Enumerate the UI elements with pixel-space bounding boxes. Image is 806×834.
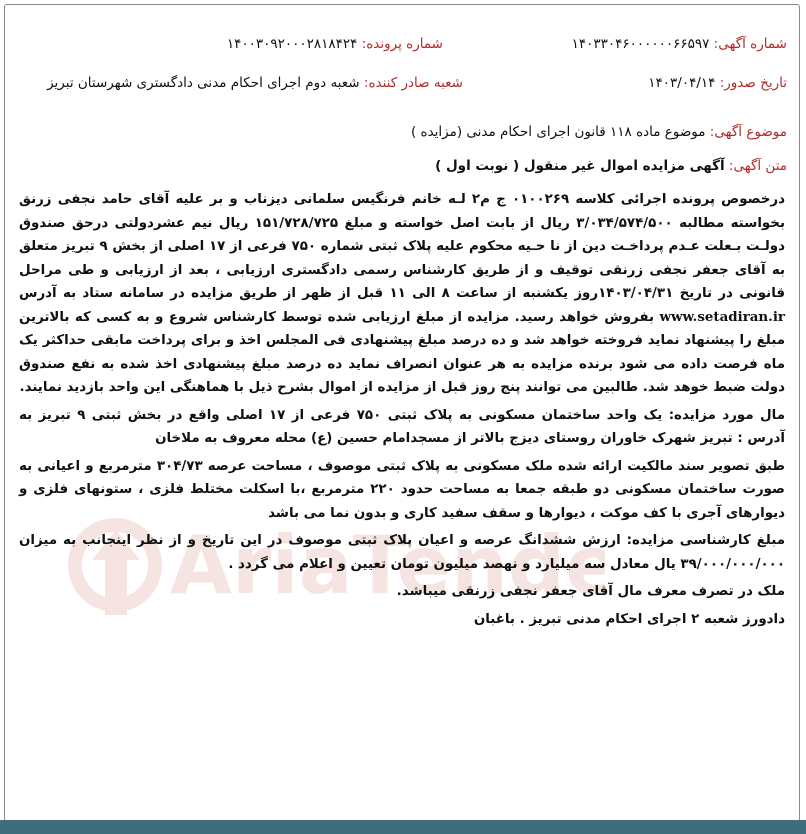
notice-text-value: آگهی مزایده اموال غیر منقول ( نوبت اول ) xyxy=(435,158,725,174)
ad-number-label: شماره آگهی: xyxy=(713,36,787,52)
body-paragraph-6: دادورز شعبه ۲ اجرای احکام مدنی تبریز . باغبان xyxy=(473,611,785,627)
case-number-value: ۱۴۰۰۳۰۹۲۰۰۰۲۸۱۸۴۲۴ xyxy=(226,36,358,52)
body-paragraph-4: مبلغ کارشناسی مزایده: ارزش ششدانگ عرصه و اعیان پلاک ثبتی موصوف در این تاریخ و از نظر اینجانب به میزان ۳۹/۰۰۰/۰۰۰/۰۰۰ یال معادل سه میلیارد و نهصد میلیون تومان تعیین و اعلام می گردد . xyxy=(19,533,785,572)
setad-link[interactable]: www.setadiran.ir xyxy=(659,308,785,325)
subject xyxy=(411,124,787,140)
notice-text-title xyxy=(435,158,787,174)
case-number-label: شماره پرونده: xyxy=(361,36,443,52)
watermark-text: AriaTende xyxy=(170,519,605,612)
issuer xyxy=(47,75,463,91)
bottom-bar xyxy=(0,820,806,834)
body-paragraph-3: طبق تصویر سند مالکیت ارائه شده ملک مسکونی به پلاک ثبتی موصوف ، مساحت عرصه ۳۰۴/۷۳ مترمربع و اعیانی به صورت ساختمان مسکونی دو طبقه جمعا به مساحت حدود ۲۲۰ مترمربع ،با اسکلت مختلط فلزی ، ستونهای فلزی و دیوارهای آجری با کف موکت ، دیوارها و سقف سفید کاری و بدون نما می باشد xyxy=(19,458,786,521)
case-number xyxy=(227,36,443,52)
notice-body xyxy=(19,188,785,635)
issuer-value: شعبه دوم اجرای احکام مدنی دادگستری شهرستان تبریز xyxy=(47,75,360,91)
body-paragraph-5: ملک در تصرف معرف مال آقای جعفر نجفی زرنقی میباشد. xyxy=(396,584,785,599)
issue-date-value: ۱۴۰۳/۰۴/۱۴ xyxy=(648,75,716,91)
body-paragraph-1-a: درخصوص پرونده اجرائی کلاسه ۰۱۰۰۲۶۹ ج م۲ لـه خانم فرنگیس سلمانی دیزناب و بر علیه آقای حامد نجفی زرنق بخواسته مطالبه ۳/۰۳۴/۵۷۴/۵۰۰ ریال از بابت اصل خواسته و مبلغ ۱۵۱/۷۲۸/۷۲۵ ریال نیم عشردولتی درحق صندوق دولـت بـعلت عـدم پرداخـت دین از نا حـیه محکوم علیه پلاک ثبتی شماره ۷۵۰ فرعی از ۱۷ اصلی از بخش ۹ تبریز متعلق به آقای جعفر نجفی زرنقی توقیف و از طریق کارشناس رسمی دادگستری ارزیابی ، بعد از ارزیابی و طی مراحل قانونی در تاریخ ۱۴۰۳/۰۴/۳۱روز یکشنبه از ساعت ۸ الی ۱۱ قبل از ظهر از طریق مزایده در سامانه ستاد به آدرس xyxy=(19,192,786,301)
ad-number xyxy=(572,36,787,52)
ad-number-value: ۱۴۰۳۳۰۴۶۰۰۰۰۰۰۶۶۵۹۷ xyxy=(571,36,710,52)
issue-date xyxy=(648,75,787,91)
body-paragraph-2: مال مورد مزایده: یک واحد ساختمان مسکونی به پلاک ثبتی ۷۵۰ فرعی از ۱۷ اصلی واقع در بخش ثبتی ۹ تبریز به آدرس : تبریز شهرک خاوران روستای دیزج بالاتر از مسجدامام حسین (ع) محله معروف به ملاخان xyxy=(19,407,785,446)
issue-date-label: تاریخ صدور: xyxy=(719,75,787,91)
subject-value: موضوع ماده ۱۱۸ قانون اجرای احکام مدنی (مزایده ) xyxy=(410,124,706,140)
body-paragraph-1-b: بفروش خواهد رسید. مزایده از مبلغ ارزیابی شده توسط کارشناس شروع و به کسی که بالاترین مبلغ را پیشنهاد نماید فروخته خواهد شد و ده درصد مبلغ پیشنهادی فی المجلس اخذ و برای پرداخت مابقی حداکثر یک ماه فرصت داده می شود برنده مزایده به هر عنوان انصراف نماید ده درصد مبلغ پیشنهادی اخذ شده به نفع صندوق دولت ضبط خوهد شد. طالبین می توانند پنج روز قبل از مزایده از اموال بشرح ذیل با هماهنگی این واحد بازدید نمایند. xyxy=(19,309,785,395)
body-paragraph-1 xyxy=(19,188,785,400)
notice-text-label: متن آگهی: xyxy=(728,158,787,174)
subject-label: موضوع آگهی: xyxy=(709,124,787,140)
notice-frame xyxy=(4,4,800,822)
issuer-label: شعبه صادر کننده: xyxy=(363,75,463,91)
